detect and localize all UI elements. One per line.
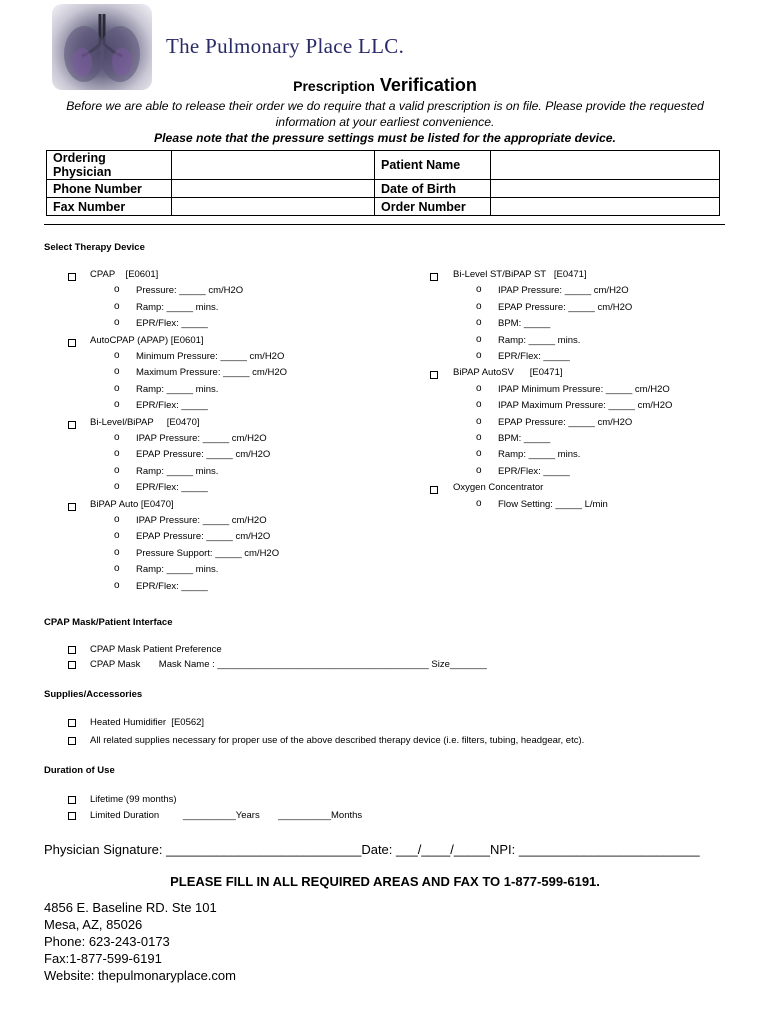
related-supplies-label: All related supplies necessary for proper use of the above described therapy device (i.e. filters, tubing, headgear, etc). [90,735,585,746]
bullet-marker: o [114,382,120,394]
intro-text [40,98,730,130]
therapy-setting-field[interactable]: Ramp: _____ mins. [136,301,219,313]
fax-number-label: Fax Number [47,198,172,216]
therapy-device-label: BiPAP AutoSV [E0471] [453,367,563,379]
therapy-setting-field[interactable]: IPAP Pressure: _____ cm/H2O [498,285,629,297]
address-website[interactable]: Website: thepulmonaryplace.com [44,968,236,983]
bullet-marker: o [476,333,482,345]
page-title [0,75,770,96]
related-supplies-checkbox[interactable] [68,737,76,745]
fax-number-field[interactable] [172,198,375,216]
bullet-marker: o [114,464,120,476]
intro-line-1: Before we are able to release their order we do require that a valid prescription is on file. Please provide the requested [66,99,704,113]
title-main: Verification [379,75,477,95]
bullet-marker: o [114,546,120,558]
patient-name-field[interactable] [491,151,720,180]
therapy-setting-field[interactable]: Minimum Pressure: _____ cm/H2O [136,351,285,362]
therapy-setting-field[interactable]: IPAP Maximum Pressure: _____ cm/H2O [498,400,673,412]
bullet-marker: o [476,432,482,443]
bullet-marker: o [476,300,482,312]
therapy-setting-field[interactable]: Pressure: _____ cm/H2O [136,285,244,297]
address-city: Mesa, AZ, 85026 [44,917,143,932]
bullet-marker: o [114,563,120,575]
therapy-setting-field[interactable]: EPR/Flex: _____ [136,482,208,494]
bullet-marker: o [114,579,120,591]
bullet-marker: o [476,284,482,296]
bullet-marker: o [476,497,482,509]
therapy-checkbox[interactable] [68,273,76,281]
bullet-marker: o [114,514,120,525]
bullet-marker: o [114,481,120,493]
therapy-device-label: Bi-Level ST/BiPAP ST [E0471] [453,269,587,280]
supplies-heading: Supplies/Accessories [44,689,143,700]
order-number-label: Order Number [375,198,491,216]
date-of-birth-field[interactable] [491,180,720,198]
bullet-marker: o [114,399,120,411]
therapy-setting-field[interactable]: EPR/Flex: _____ [136,580,208,592]
bullet-marker: o [114,284,120,296]
date-of-birth-label: Date of Birth [375,180,491,198]
bullet-marker: o [114,448,120,460]
patient-info-table [46,150,720,216]
therapy-setting-field[interactable]: Pressure Support: _____ cm/H2O [136,547,280,559]
title-prefix: Prescription [293,78,375,94]
table-row [47,198,720,216]
therapy-setting-field[interactable]: IPAP Minimum Pressure: _____ cm/H2O [498,383,670,395]
table-row [47,151,720,180]
bullet-marker: o [114,530,120,542]
heated-humidifier-checkbox[interactable] [68,719,76,727]
therapy-setting-field[interactable]: EPR/Flex: _____ [136,318,208,330]
therapy-device-label: AutoCPAP (APAP) [E0601] [90,334,204,346]
duration-heading: Duration of Use [44,765,115,776]
pressure-note: Please note that the pressure settings must be listed for the appropriate device. [154,131,616,145]
therapy-checkbox[interactable] [430,371,438,379]
phone-number-field[interactable] [172,180,375,198]
therapy-checkbox[interactable] [68,503,76,511]
therapy-setting-field[interactable]: EPAP Pressure: _____ cm/H2O [136,449,271,461]
therapy-setting-field[interactable]: IPAP Pressure: _____ cm/H2O [136,515,267,526]
therapy-device-label: Oxygen Concentrator [453,482,544,494]
therapy-setting-field[interactable]: EPR/Flex: _____ [136,400,208,412]
therapy-setting-field[interactable]: EPR/Flex: _____ [498,351,570,362]
order-number-field[interactable] [491,198,720,216]
therapy-device-label: Bi-Level/BiPAP [E0470] [90,416,200,428]
bullet-marker: o [476,399,482,411]
therapy-setting-field[interactable]: EPAP Pressure: _____ cm/H2O [498,416,633,428]
bullet-marker: o [476,415,482,427]
heated-humidifier-label: Heated Humidifier [E0562] [90,717,205,728]
cpap-mask-checkbox[interactable] [68,661,76,669]
intro-line-2: information at your earliest convenience. [275,115,495,129]
therapy-setting-field[interactable]: Ramp: _____ mins. [498,334,581,346]
therapy-setting-field[interactable]: BPM: _____ [498,433,551,444]
bullet-marker: o [114,350,120,361]
therapy-setting-field[interactable]: EPAP Pressure: _____ cm/H2O [136,531,271,543]
ordering-physician-label: Ordering Physician [47,151,172,180]
bullet-marker: o [476,448,482,460]
therapy-device-label: CPAP [E0601] [90,269,159,280]
bullet-marker: o [114,432,120,443]
bullet-marker: o [476,382,482,394]
therapy-checkbox[interactable] [430,273,438,281]
limited-duration-label: Limited Duration __________Years __________Months [90,810,363,821]
limited-duration-checkbox[interactable] [68,812,76,820]
bullet-marker: o [114,300,120,312]
section-divider [44,224,725,225]
mask-preference-checkbox[interactable] [68,646,76,654]
therapy-checkbox[interactable] [430,486,438,494]
patient-name-label: Patient Name [375,151,491,180]
therapy-setting-field[interactable]: Maximum Pressure: _____ cm/H2O [136,367,287,379]
physician-signature-line[interactable]: Physician Signature: ___________________________Date: ___/____/_____NPI: _________________________ [44,842,700,857]
bullet-marker: o [114,366,120,378]
cpap-mask-label: CPAP Mask Mask Name : ________________________________________ Size_______ [90,659,487,670]
therapy-setting-field[interactable]: EPAP Pressure: _____ cm/H2O [498,301,633,313]
therapy-setting-field[interactable]: BPM: _____ [498,318,551,330]
therapy-setting-field[interactable]: Flow Setting: _____ L/min [498,498,608,510]
fax-instruction: PLEASE FILL IN ALL REQUIRED AREAS AND FAX TO 1-877-599-6191. [170,874,600,889]
lifetime-label: Lifetime (99 months) [90,794,177,805]
address-street: 4856 E. Baseline RD. Ste 101 [44,900,217,915]
therapy-setting-field[interactable]: EPR/Flex: _____ [498,465,570,477]
therapy-setting-field[interactable]: Ramp: _____ mins. [136,564,219,576]
address-fax: Fax:1-877-599-6191 [44,951,162,966]
phone-number-label: Phone Number [47,180,172,198]
therapy-setting-field[interactable]: IPAP Pressure: _____ cm/H2O [136,433,267,444]
therapy-checkbox[interactable] [68,421,76,429]
ordering-physician-field[interactable] [172,151,375,180]
therapy-device-label: BiPAP Auto [E0470] [90,498,174,510]
therapy-setting-field[interactable]: Ramp: _____ mins. [136,383,219,395]
therapy-setting-field[interactable]: Ramp: _____ mins. [136,465,219,477]
mask-preference-label: CPAP Mask Patient Preference [90,644,222,655]
table-row [47,180,720,198]
company-name: The Pulmonary Place LLC. [166,34,405,58]
bullet-marker: o [114,317,120,329]
mask-heading: CPAP Mask/Patient Interface [44,617,173,628]
therapy-checkbox[interactable] [68,339,76,347]
bullet-marker: o [476,317,482,329]
address-phone: Phone: 623-243-0173 [44,934,170,949]
bullet-marker: o [476,464,482,476]
bullet-marker: o [476,350,482,361]
therapy-setting-field[interactable]: Ramp: _____ mins. [498,449,581,461]
lifetime-checkbox[interactable] [68,796,76,804]
therapy-heading: Select Therapy Device [44,242,145,253]
